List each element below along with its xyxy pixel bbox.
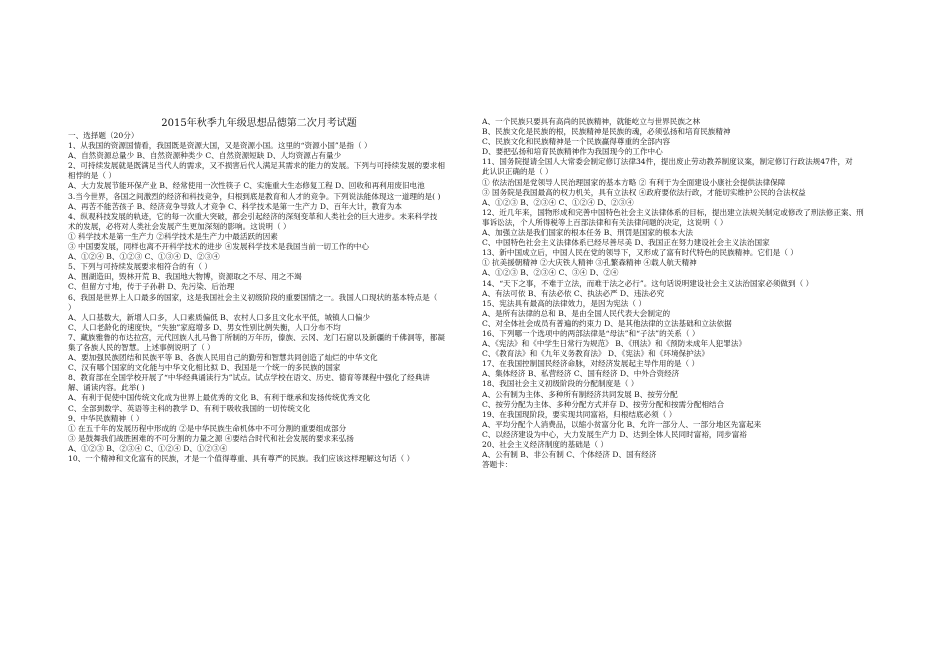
- right-column: [482, 117, 878, 470]
- left-column: [68, 117, 450, 464]
- text-line: C、中国特色社会主义法律体系已经尽善尽美 D、我国正在努力建设社会主义法治国家: [482, 238, 770, 248]
- text-line: 10、一个精神和文化富有的民族，才是一个值得尊重、具有尊严的民族。我们应该这样理解这句话（ ）: [68, 454, 415, 463]
- text-line: 2、可持续发展就是既满足当代人的需求，又不损害后代人满足其需求的能力的发展。下列与可持续发展的要求相: [68, 161, 445, 171]
- text-line: A、要加强民族团结和民族平等 B、各族人民用自己的勤劳和智慧共同创造了灿烂的中华文化: [68, 353, 378, 363]
- text-line: 1、从我国的资源国情看，我国既是资源大国，又是资源小国。这里的“资源小国”是指（ ）: [68, 141, 372, 151]
- text-line: ）: [68, 302, 76, 312]
- text-line: 18、我国社会主义初级阶段的分配制度是（ ）: [482, 379, 639, 389]
- text-line: ③ 中国要发展，同样也离不开科学技术的进步 ④发展科学技术是我国当前一切工作的中心: [68, 242, 369, 252]
- text-line: 事诉讼法，个人所得税等上百部法律和有关法律问题的决定，这说明（ ）: [482, 217, 728, 227]
- text-line: A、公有制为主体、多种所有制经济共同发展 B、按劳分配: [482, 389, 678, 399]
- text-line: A、①②③ B、②③④ C、①②④ D、①②③④: [68, 443, 228, 453]
- text-line: A、公有制 B、非公有制 C、个体经济 D、国有经济: [482, 450, 657, 460]
- left-question-lines: [68, 131, 450, 464]
- text-line: C、民族文化和民族精神是一个民族赢得尊重的全部内容: [482, 137, 671, 147]
- text-line: ① 在五千年的发展历程中形成的 ②是中华民族生命机体中不可分割的重要组成部分: [68, 423, 347, 433]
- text-line: ① 依法治国是党领导人民治理国家的基本方略 ② 有利于为全面建设小康社会提供法律保障: [482, 177, 786, 187]
- text-line: 5、下列与可持续发展要求相符合的有（ ）: [68, 262, 212, 272]
- text-line: ① 抗美援朝精神 ②大庆铁人精神 ③孔繁森精神 ④载人航天精神: [482, 258, 697, 268]
- text-line: A、《宪法》和《中学生日常行为规范》 B、《刑法》和《预防未成年人犯罪法》: [482, 339, 747, 349]
- text-line: 6、我国是世界上人口最多的国家，这是我国社会主义初级阶段的重要国情之一。我国人口现状的基本特点是（: [68, 292, 438, 302]
- text-line: 16、下列哪一个选项中的两部法律是“母法”和“子法”的关系（ ）: [482, 328, 700, 338]
- text-line: C、但留方寸地，传于子孙耕 D、先污染、后治理: [68, 282, 235, 292]
- text-line: 8、教育部在全国学校开展了“中华经典诵读行为”试点。试点学校在语文、历史、德育等课程中强化了经典讲: [68, 373, 430, 383]
- text-line: 一、选择题（20分）: [68, 131, 139, 140]
- text-line: 15、宪法具有最高的法律效力，是因为宪法（ ）: [482, 298, 646, 308]
- text-line: A、①②④ B、①②③ C、①③④ D、②③④: [68, 252, 220, 262]
- text-line: 解、诵读内容。此举( ): [68, 383, 145, 393]
- text-line: ③ 是鼓舞我们战胜困难的不可分割的力量之源 ④要结合时代和社会发展的要求来弘扬: [68, 433, 354, 443]
- text-line: C、按劳分配为主体、多种分配方式并存 D、按劳分配和按需分配相结合: [482, 399, 725, 409]
- text-line: 7、藏族雅鲁的布达拉宫，元代回族人扎马鲁丁所制的万年历，傣族、云冈、龙门石窟以及新疆的千佛洞等，都凝: [68, 332, 445, 342]
- page-title: 2015年秋季九年级思想品德第二次月考试题: [161, 118, 357, 129]
- text-line: C、汉有哪个国家的文化能与中华文化相比拟 D、我国是一个统一的多民族的国家: [68, 363, 341, 373]
- text-line: 9、中华民族精神（ ）: [68, 413, 144, 423]
- text-line: A、有法可依 B、有法必依 C、执法必严 D、违法必究: [482, 288, 665, 298]
- text-line: ① 科学技术是第一生产力 ②科学技术是生产力中最活跃的因素: [68, 231, 278, 241]
- text-line: A、①②③ B、②③④ C、①②④ D、②③④: [482, 197, 634, 207]
- text-line: C、人口老龄化的速度快，“失独”家庭增多 D、男女性别比例失衡，人口分布不均: [68, 322, 341, 332]
- text-line: A、大力发展节能环保产业 B、经常使用一次性筷子 C、实施重大生态修复工程 D、回收和再利用废旧电池: [68, 181, 425, 191]
- text-line: C、全部到数学、英语等主科的教学 D、有利于吸收我国的一切传统文化: [68, 403, 311, 413]
- text-line: 20、社会主义经济制度的基础是（ ）: [482, 440, 608, 449]
- text-line: 相悖的是（ ）: [68, 171, 116, 181]
- text-line: A、一个民族只要具有高尚的民族精神，就能屹立与世界民族之林: [482, 117, 701, 126]
- text-line: A、再苦不能苦孩子 B、经济竞争导致人才竞争 C、科学技术是第一生产力 D、百年大计，教育为本: [68, 201, 402, 211]
- text-line: A、有利于促使中国传统文化成为世界上最优秀的文化 B、有利于继承和发扬传统优秀文化: [68, 393, 371, 403]
- text-line: A、①②③ B、②③④ C、③④ D、②④: [482, 268, 619, 278]
- text-line: 14、“天下之事，不难于立法，而难于法之必行”。这句话说明建设社会主义法治国家必须做到（ ）: [482, 278, 814, 288]
- text-line: A、集体经济 B、私营经济 C、国有经济 D、中外合资经济: [482, 369, 680, 379]
- text-line: 4、纵观科技发展的轨迹，它的每一次重大突破，都会引起经济的深刻变革和人类社会的巨大进步。未来科学技: [68, 211, 438, 221]
- text-line: C、对全体社会成员有普遍的约束力 D、是其他法律的立法基础和立法依据: [482, 318, 732, 328]
- text-line: 集了各族人民的智慧。上述事例说明了（ ）: [68, 342, 215, 352]
- text-line: A、加强立法是我们国家的根本任务 B、刑罚是国家的根本大法: [482, 228, 693, 238]
- text-line: C、《教育法》和《九年义务教育法》 D、《宪法》和《环境保护法》: [482, 349, 709, 359]
- text-line: 3.当今世界，各国之间激烈的经济和科技竞争，归根到底是教育和人才的竞争。下列说法能体现这一道理的是( ): [68, 191, 441, 201]
- text-line: A、平均分配个人消费品，以缩小贫富分化 B、允许一部分人、一部分地区先富起来: [482, 419, 762, 429]
- text-line: 此认识正确的是（ ）: [482, 167, 553, 177]
- text-line: A、围湖造田，毁林开荒 B、我国地大物博，资源取之不尽、用之不竭: [68, 272, 302, 282]
- text-line: 12、近几年来，国物形成和完善中国特色社会主义法律体系的目标，提出建立法规关制定或修改了刑法修正案、刑: [482, 207, 864, 217]
- text-line: D、要把弘扬和培育民族精神作为我国现今的工作中心: [482, 147, 663, 157]
- text-line: 11、国务院提请全国人大常委会制定修订法律34件，提出废止劳动教养制度议案，制定修订行政法规47件，对: [482, 157, 853, 167]
- text-line: A、自然资源总量少 B、自然资源种类少 C、自然资源短缺 D、人均资源占有量少: [68, 151, 342, 161]
- right-question-lines: [482, 117, 878, 470]
- text-line: 17、在我国控制国民经济命脉，对经济发展起主导作用的是（ ）: [482, 359, 700, 369]
- text-line: ③ 国务院是我国最高的权力机关，具有立法权 ④政府要依法行政，才能切实维护公民的合法权益: [482, 187, 806, 197]
- text-line: B、民族文化是民族的根，民族精神是民族的魂，必须弘扬和培育民族精神: [482, 127, 731, 137]
- text-line: 术的发展，必将对人类社会发展产生更加深刻的影响。这说明（ ）: [68, 221, 291, 231]
- text-line: A、是所有法律的总和 B、是由全国人民代表大会制定的: [482, 308, 671, 318]
- text-line: 答题卡：: [482, 460, 513, 470]
- text-line: C、以经济建设为中心，大力发展生产力 D、达到全体人民同时富裕，同步富裕: [482, 429, 747, 439]
- text-line: A、人口基数大，新增人口多，人口素质偏低 B、农村人口多且文化水平低，城镇人口偏少: [68, 312, 371, 322]
- text-line: 19、在我国现阶段，要实现共同富裕，归根结底必须（ ）: [482, 409, 677, 419]
- text-line: 13、新中国成立后，中国人民在党的领导下，又形成了富有时代特色的民族精神。它们是（ ）: [482, 248, 798, 258]
